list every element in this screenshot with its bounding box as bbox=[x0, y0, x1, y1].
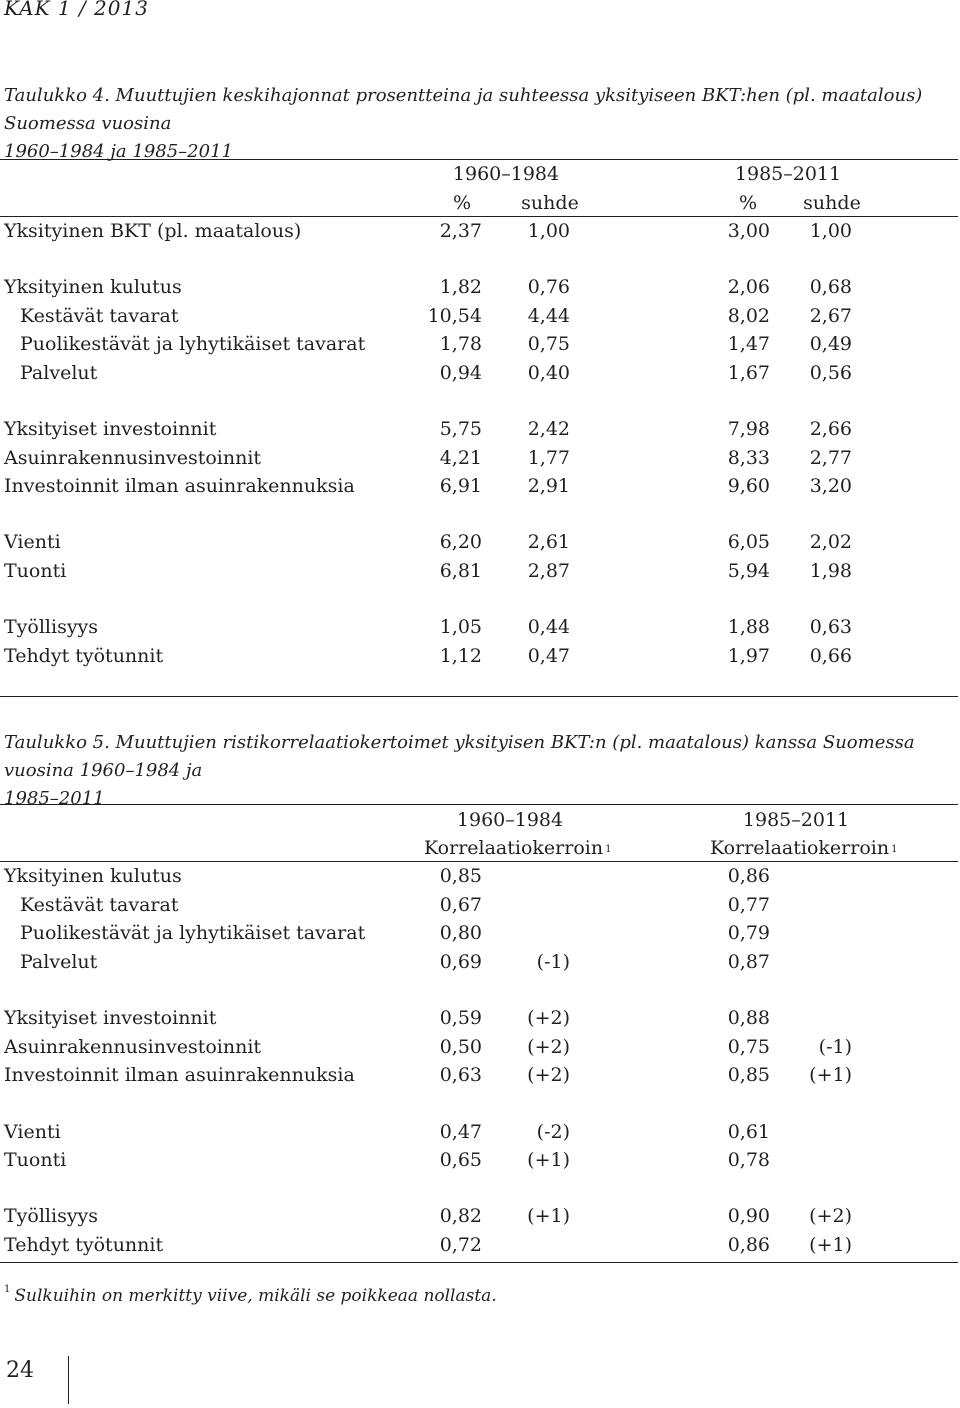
row-label: Palvelut bbox=[20, 951, 98, 973]
table-row bbox=[0, 1061, 958, 1089]
cell: 0,49 bbox=[809, 333, 852, 355]
table-row bbox=[0, 891, 958, 919]
cell: 0,56 bbox=[809, 362, 852, 384]
cell: 0,79 bbox=[727, 922, 770, 944]
table-row bbox=[0, 862, 958, 890]
lag-cell: (-2) bbox=[536, 1121, 570, 1143]
table4-period1: 1960–1984 bbox=[452, 163, 560, 185]
cell: 0,50 bbox=[439, 1036, 482, 1058]
footnote-text: Sulkuihin on merkitty viive, mikäli se poikkeaa nollasta. bbox=[14, 1286, 497, 1306]
row-label: Työllisyys bbox=[4, 1205, 99, 1227]
cell: 0,68 bbox=[809, 276, 852, 298]
cell: 0,77 bbox=[727, 894, 770, 916]
cell: 2,06 bbox=[727, 276, 770, 298]
cell: 8,02 bbox=[727, 305, 770, 327]
page-number: 24 bbox=[6, 1358, 34, 1383]
footnote bbox=[4, 1286, 497, 1306]
cell: 0,80 bbox=[439, 922, 482, 944]
cell: 0,65 bbox=[439, 1149, 482, 1171]
table5-period1: 1960–1984 bbox=[456, 809, 564, 831]
cell: 0,86 bbox=[727, 1234, 770, 1256]
row-label: Tuonti bbox=[4, 560, 67, 582]
cell: 2,91 bbox=[527, 475, 570, 497]
table4-bottom-rule bbox=[0, 696, 958, 697]
cell: 10,54 bbox=[427, 305, 482, 327]
table-row bbox=[0, 1033, 958, 1061]
row-label: Tehdyt työtunnit bbox=[4, 1234, 164, 1256]
cell: 1,67 bbox=[727, 362, 770, 384]
row-label: Investoinnit ilman asuinrakennuksia bbox=[4, 1064, 355, 1086]
table-row bbox=[0, 359, 958, 387]
row-label: Vienti bbox=[4, 531, 61, 553]
table-row bbox=[0, 528, 958, 556]
table-row bbox=[0, 330, 958, 358]
table-row bbox=[0, 444, 958, 472]
cell: 2,66 bbox=[809, 418, 852, 440]
row-label: Kestävät tavarat bbox=[20, 894, 179, 916]
table4-col-ratio-2: suhde bbox=[803, 192, 861, 214]
table4-period2: 1985–2011 bbox=[734, 163, 842, 185]
table-row bbox=[0, 273, 958, 301]
table-row bbox=[0, 1231, 958, 1259]
cell: 2,42 bbox=[527, 418, 570, 440]
corr-label: Korrelaatiokerroin bbox=[424, 837, 604, 859]
cell: 1,82 bbox=[439, 276, 482, 298]
lag-cell: (-1) bbox=[536, 951, 570, 973]
cell: 6,81 bbox=[439, 560, 482, 582]
row-label: Asuinrakennusinvestoinnit bbox=[4, 447, 262, 469]
cell: 2,77 bbox=[809, 447, 852, 469]
cell: 0,69 bbox=[439, 951, 482, 973]
row-label: Palvelut bbox=[20, 362, 98, 384]
cell: 7,98 bbox=[727, 418, 770, 440]
row-label: Puolikestävät ja lyhytikäiset tavarat bbox=[20, 922, 366, 944]
cell: 0,63 bbox=[439, 1064, 482, 1086]
table-row bbox=[0, 1118, 958, 1146]
table-row bbox=[0, 1146, 958, 1174]
row-label: Investoinnit ilman asuinrakennuksia bbox=[4, 475, 355, 497]
row-label: Puolikestävät ja lyhytikäiset tavarat bbox=[20, 333, 366, 355]
row-label: Tuonti bbox=[4, 1149, 67, 1171]
cell: 3,20 bbox=[809, 475, 852, 497]
cell: 5,94 bbox=[727, 560, 770, 582]
cell: 0,78 bbox=[727, 1149, 770, 1171]
table-row bbox=[0, 613, 958, 641]
row-label: Yksityinen kulutus bbox=[4, 865, 182, 887]
lag-cell: (+1) bbox=[527, 1205, 570, 1227]
cell: 2,61 bbox=[527, 531, 570, 553]
cell: 0,94 bbox=[439, 362, 482, 384]
lag-cell: (+2) bbox=[527, 1036, 570, 1058]
cell: 1,12 bbox=[439, 645, 482, 667]
cell: 0,47 bbox=[527, 645, 570, 667]
cell: 1,47 bbox=[727, 333, 770, 355]
cell: 2,87 bbox=[527, 560, 570, 582]
table4-caption-line1: Taulukko 4. Muuttujien keskihajonnat prosentteina ja suhteessa yksityiseen BKT:hen (pl. maatalous) Suomessa vuosina bbox=[4, 85, 923, 134]
cell: 0,44 bbox=[527, 616, 570, 638]
table4-period-header bbox=[0, 160, 958, 188]
cell: 1,05 bbox=[439, 616, 482, 638]
row-label: Yksityiset investoinnit bbox=[4, 418, 217, 440]
cell: 2,02 bbox=[809, 531, 852, 553]
cell: 0,40 bbox=[527, 362, 570, 384]
table5-caption bbox=[4, 729, 959, 813]
table4-col-pct-1: % bbox=[452, 192, 472, 214]
table-row bbox=[0, 302, 958, 330]
table4-column-header bbox=[0, 189, 958, 217]
lag-cell: (+1) bbox=[809, 1064, 852, 1086]
table-row bbox=[0, 217, 958, 245]
cell: 9,60 bbox=[727, 475, 770, 497]
table5-top-rule bbox=[0, 804, 958, 805]
cell: 0,75 bbox=[727, 1036, 770, 1058]
cell: 6,20 bbox=[439, 531, 482, 553]
table4-col-pct-2: % bbox=[738, 192, 758, 214]
cell: 0,82 bbox=[439, 1205, 482, 1227]
cell: 1,00 bbox=[809, 220, 852, 242]
row-label: Asuinrakennusinvestoinnit bbox=[4, 1036, 262, 1058]
cell: 0,67 bbox=[439, 894, 482, 916]
cell: 1,97 bbox=[727, 645, 770, 667]
lag-cell: (+1) bbox=[527, 1149, 570, 1171]
table5-period2: 1985–2011 bbox=[742, 809, 850, 831]
cell: 6,91 bbox=[439, 475, 482, 497]
cell: 0,87 bbox=[727, 951, 770, 973]
cell: 0,63 bbox=[809, 616, 852, 638]
cell: 0,76 bbox=[527, 276, 570, 298]
row-label: Yksityiset investoinnit bbox=[4, 1007, 217, 1029]
cell: 2,37 bbox=[439, 220, 482, 242]
table4-col-ratio-1: suhde bbox=[521, 192, 579, 214]
cell: 8,33 bbox=[727, 447, 770, 469]
table5-period-header bbox=[0, 806, 958, 834]
table-row bbox=[0, 642, 958, 670]
table5-col-corr-2 bbox=[710, 834, 897, 862]
table-row bbox=[0, 415, 958, 443]
cell: 4,44 bbox=[527, 305, 570, 327]
lag-cell: (+1) bbox=[809, 1234, 852, 1256]
corr-label: Korrelaatiokerroin bbox=[710, 837, 890, 859]
cell: 0,85 bbox=[727, 1064, 770, 1086]
cell: 0,90 bbox=[727, 1205, 770, 1227]
cell: 0,75 bbox=[527, 333, 570, 355]
cell: 1,78 bbox=[439, 333, 482, 355]
cell: 0,85 bbox=[439, 865, 482, 887]
cell: 0,59 bbox=[439, 1007, 482, 1029]
footnote-mark: 1 bbox=[605, 844, 612, 855]
lag-cell: (+2) bbox=[809, 1205, 852, 1227]
table-row bbox=[0, 1004, 958, 1032]
footnote-mark: 1 bbox=[891, 844, 898, 855]
page-divider bbox=[68, 1356, 69, 1404]
cell: 3,00 bbox=[727, 220, 770, 242]
cell: 0,72 bbox=[439, 1234, 482, 1256]
cell: 1,88 bbox=[727, 616, 770, 638]
table-row bbox=[0, 1202, 958, 1230]
table5-caption-line2: 1985–2011 bbox=[4, 788, 105, 809]
table5-col-corr-1 bbox=[424, 834, 611, 862]
cell: 0,47 bbox=[439, 1121, 482, 1143]
lag-cell: (+2) bbox=[527, 1007, 570, 1029]
table-row bbox=[0, 557, 958, 585]
cell: 4,21 bbox=[439, 447, 482, 469]
cell: 1,77 bbox=[527, 447, 570, 469]
cell: 0,88 bbox=[727, 1007, 770, 1029]
cell: 0,61 bbox=[727, 1121, 770, 1143]
lag-cell: (-1) bbox=[818, 1036, 852, 1058]
row-label: Yksityinen BKT (pl. maatalous) bbox=[4, 220, 302, 242]
row-label: Vienti bbox=[4, 1121, 61, 1143]
table-row bbox=[0, 472, 958, 500]
table5-bottom-rule bbox=[0, 1262, 958, 1263]
table5-column-header bbox=[0, 834, 958, 862]
cell: 0,66 bbox=[809, 645, 852, 667]
table5-caption-line1: Taulukko 5. Muuttujien ristikorrelaatiokertoimet yksityisen BKT:n (pl. maatalous) kanssa Suomessa vuosina 1960–1984 ja bbox=[4, 732, 915, 781]
table-row bbox=[0, 919, 958, 947]
cell: 5,75 bbox=[439, 418, 482, 440]
cell: 0,86 bbox=[727, 865, 770, 887]
cell: 2,67 bbox=[809, 305, 852, 327]
cell: 6,05 bbox=[727, 531, 770, 553]
cell: 1,00 bbox=[527, 220, 570, 242]
row-label: Tehdyt työtunnit bbox=[4, 645, 164, 667]
row-label: Kestävät tavarat bbox=[20, 305, 179, 327]
cell: 1,98 bbox=[809, 560, 852, 582]
table-row bbox=[0, 948, 958, 976]
row-label: Työllisyys bbox=[4, 616, 99, 638]
running-header: KAK 1 / 2013 bbox=[4, 0, 149, 20]
row-label: Yksityinen kulutus bbox=[4, 276, 182, 298]
footnote-mark: 1 bbox=[4, 1284, 11, 1295]
table4-caption bbox=[4, 82, 959, 166]
lag-cell: (+2) bbox=[527, 1064, 570, 1086]
table4-caption-line2: 1960–1984 ja 1985–2011 bbox=[4, 141, 233, 162]
